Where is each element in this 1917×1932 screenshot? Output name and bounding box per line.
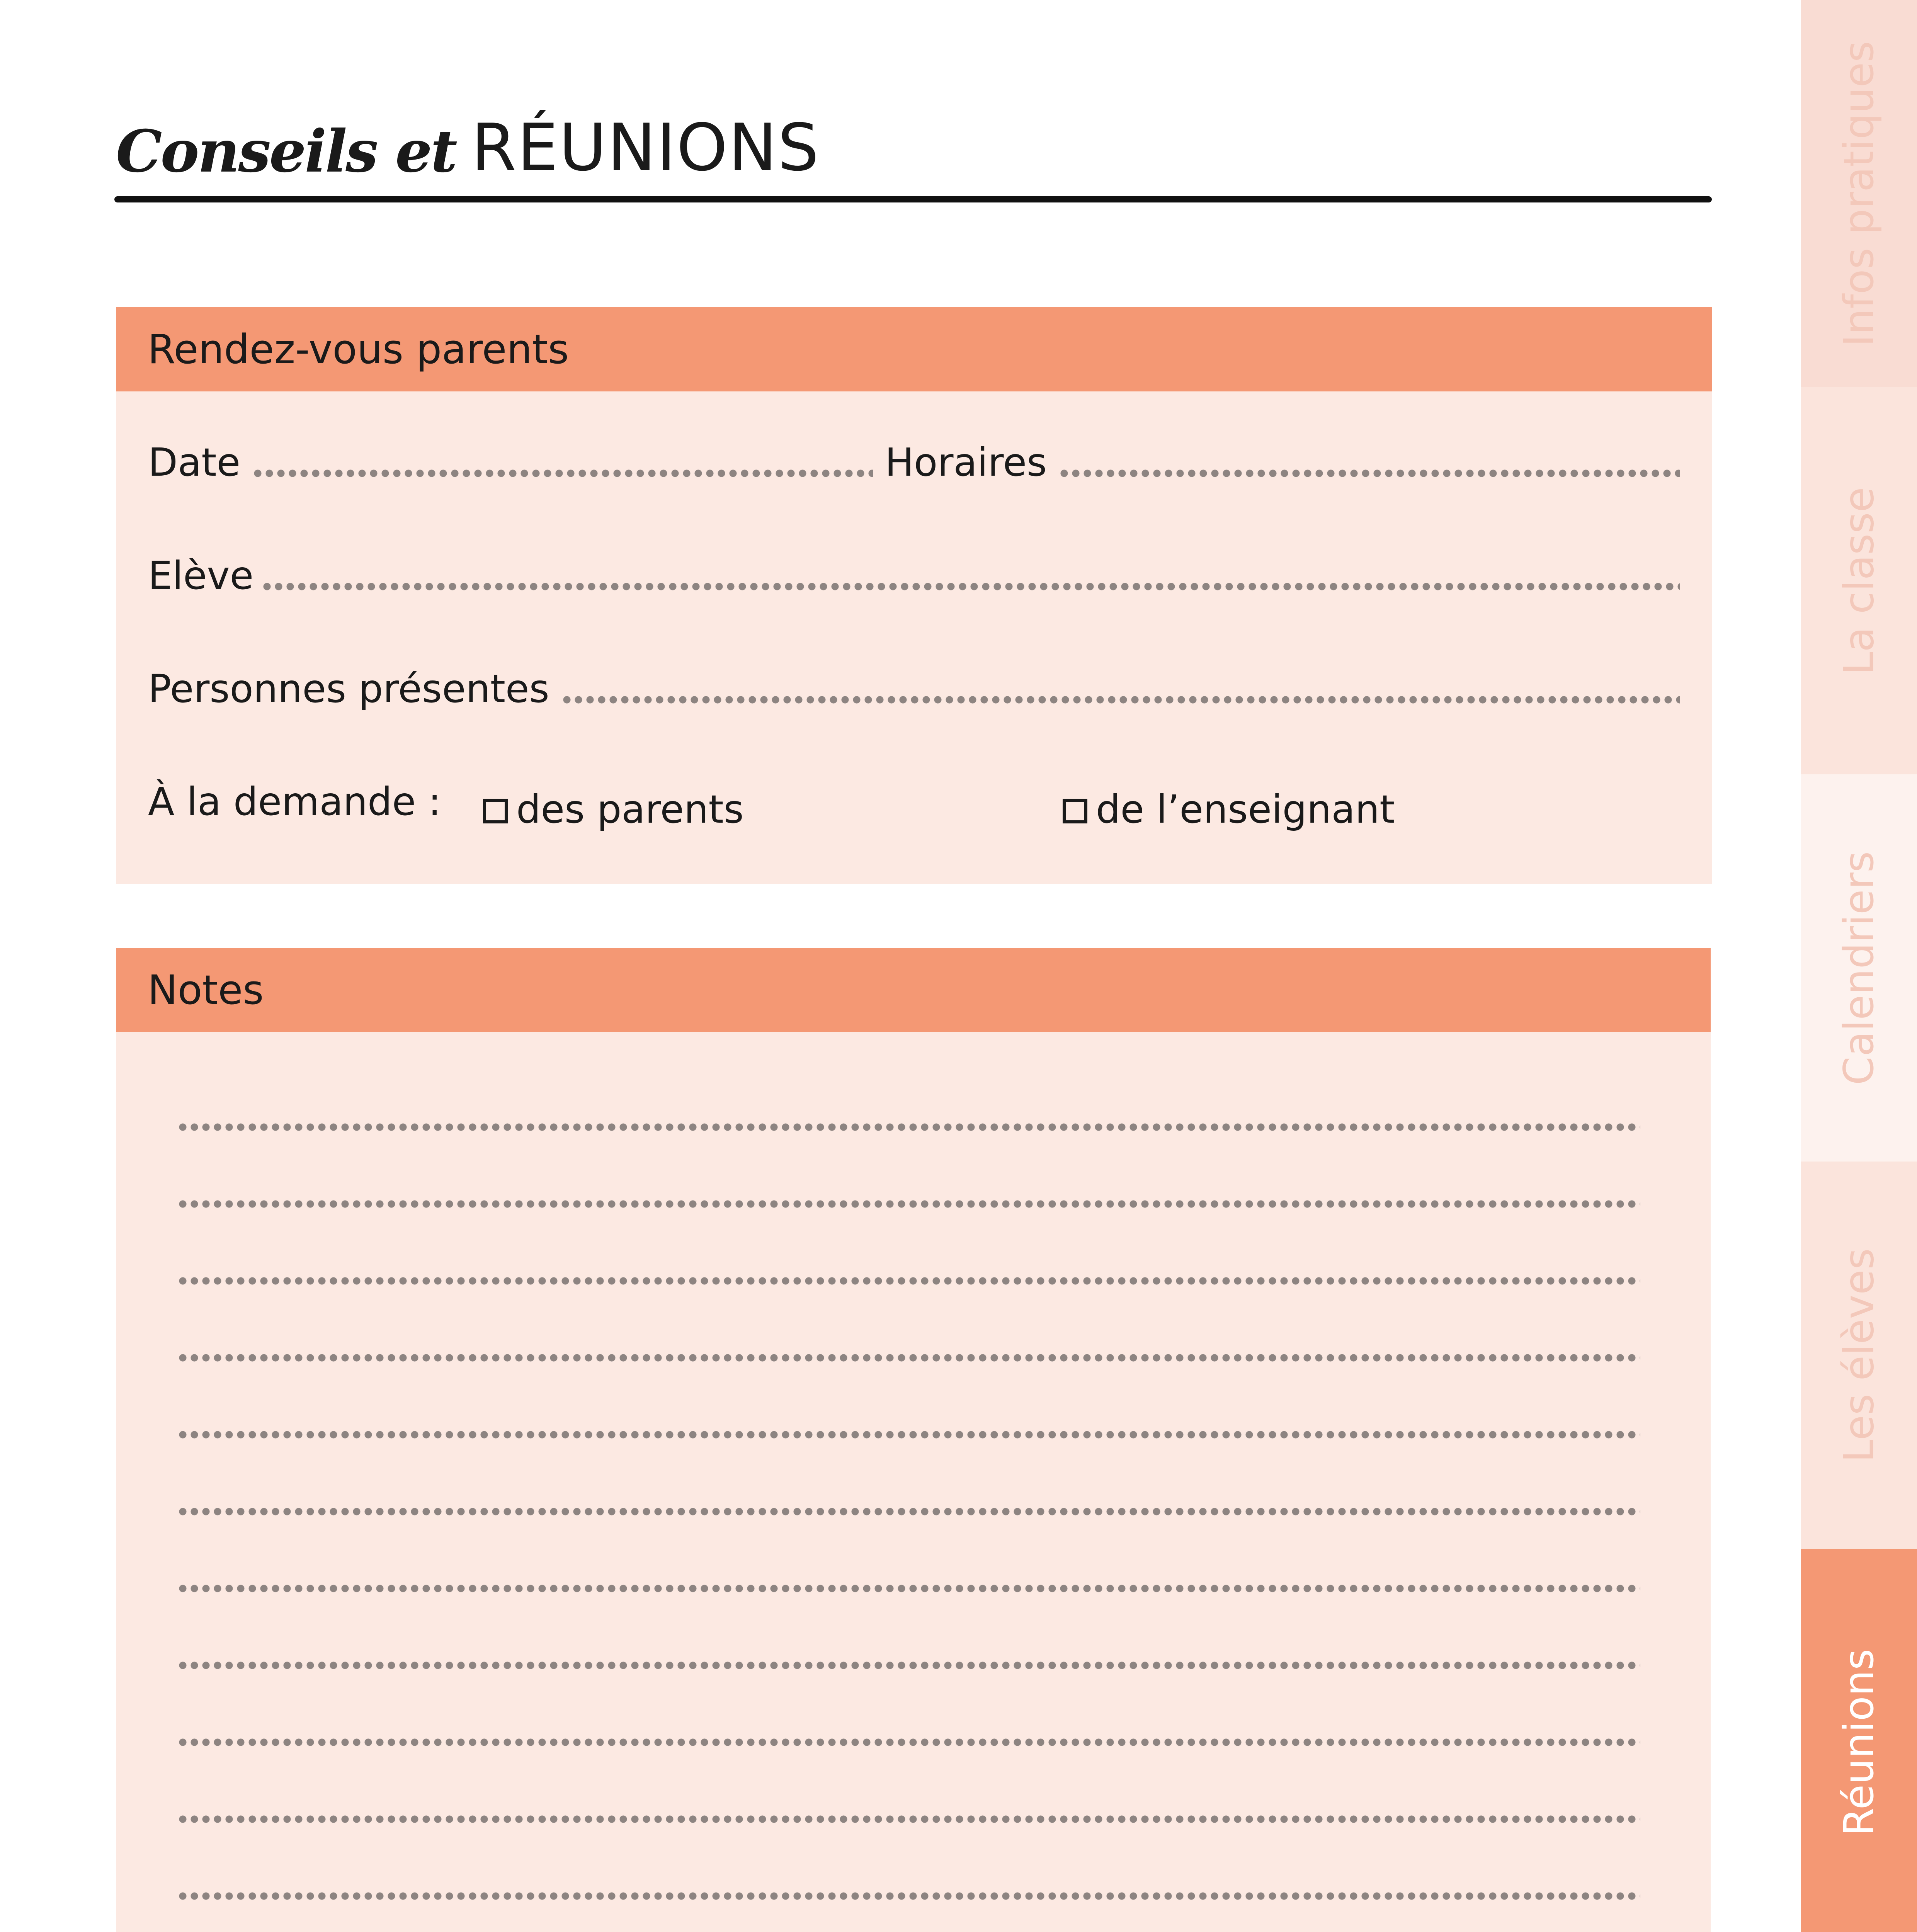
demande-label: À la demande : — [148, 779, 441, 824]
option-enseignant-label: de l’enseignant — [1096, 787, 1395, 832]
note-line[interactable] — [177, 1427, 1640, 1442]
side-tab-label: La classe — [1835, 486, 1883, 675]
demande-row — [148, 778, 1680, 832]
eleve-row — [148, 552, 1680, 606]
rdv-parents-panel — [116, 307, 1712, 884]
notes-panel — [116, 948, 1711, 1932]
personnes-row — [148, 665, 1680, 719]
side-tab-4[interactable] — [1801, 1549, 1917, 1932]
note-line[interactable] — [177, 1888, 1640, 1904]
checkbox-parents[interactable] — [483, 799, 508, 823]
page-title-script: Conseils et — [116, 117, 456, 185]
note-line[interactable] — [177, 1504, 1640, 1519]
notes-heading: Notes — [148, 966, 264, 1014]
side-tab-0[interactable] — [1801, 0, 1917, 387]
page-title-main: RÉUNIONS — [471, 110, 820, 185]
side-tab-label: Calendriers — [1835, 851, 1883, 1085]
note-line[interactable] — [177, 1735, 1640, 1750]
side-tab-label: Infos pratiques — [1835, 41, 1883, 347]
date-field[interactable] — [252, 466, 873, 481]
date-label: Date — [148, 440, 241, 485]
personnes-label: Personnes présentes — [148, 666, 549, 711]
eleve-field[interactable] — [261, 579, 1680, 594]
option-enseignant[interactable] — [1063, 787, 1395, 832]
date-horaires-row — [148, 439, 1680, 493]
side-tab-label: Réunions — [1835, 1648, 1883, 1836]
horaires-label: Horaires — [885, 440, 1047, 485]
side-tab-label: Les élèves — [1835, 1248, 1883, 1463]
note-line[interactable] — [177, 1196, 1640, 1212]
eleve-label: Elève — [148, 553, 254, 598]
checkbox-enseignant[interactable] — [1063, 799, 1087, 823]
side-tab-1[interactable] — [1801, 387, 1917, 774]
rdv-parents-header — [116, 307, 1712, 391]
notes-header — [116, 948, 1711, 1032]
page-title — [116, 97, 820, 185]
side-tab-3[interactable] — [1801, 1162, 1917, 1549]
note-line[interactable] — [177, 1581, 1640, 1596]
note-line[interactable] — [177, 1811, 1640, 1827]
side-tab-2[interactable] — [1801, 774, 1917, 1162]
title-underline — [114, 196, 1712, 202]
note-line[interactable] — [177, 1273, 1640, 1289]
option-parents-label: des parents — [516, 787, 744, 832]
personnes-field[interactable] — [561, 692, 1680, 707]
note-line[interactable] — [177, 1350, 1640, 1366]
option-parents[interactable] — [483, 787, 744, 832]
note-line[interactable] — [177, 1119, 1640, 1135]
note-line[interactable] — [177, 1658, 1640, 1673]
horaires-field[interactable] — [1058, 466, 1680, 481]
rdv-parents-heading: Rendez-vous parents — [148, 326, 569, 373]
